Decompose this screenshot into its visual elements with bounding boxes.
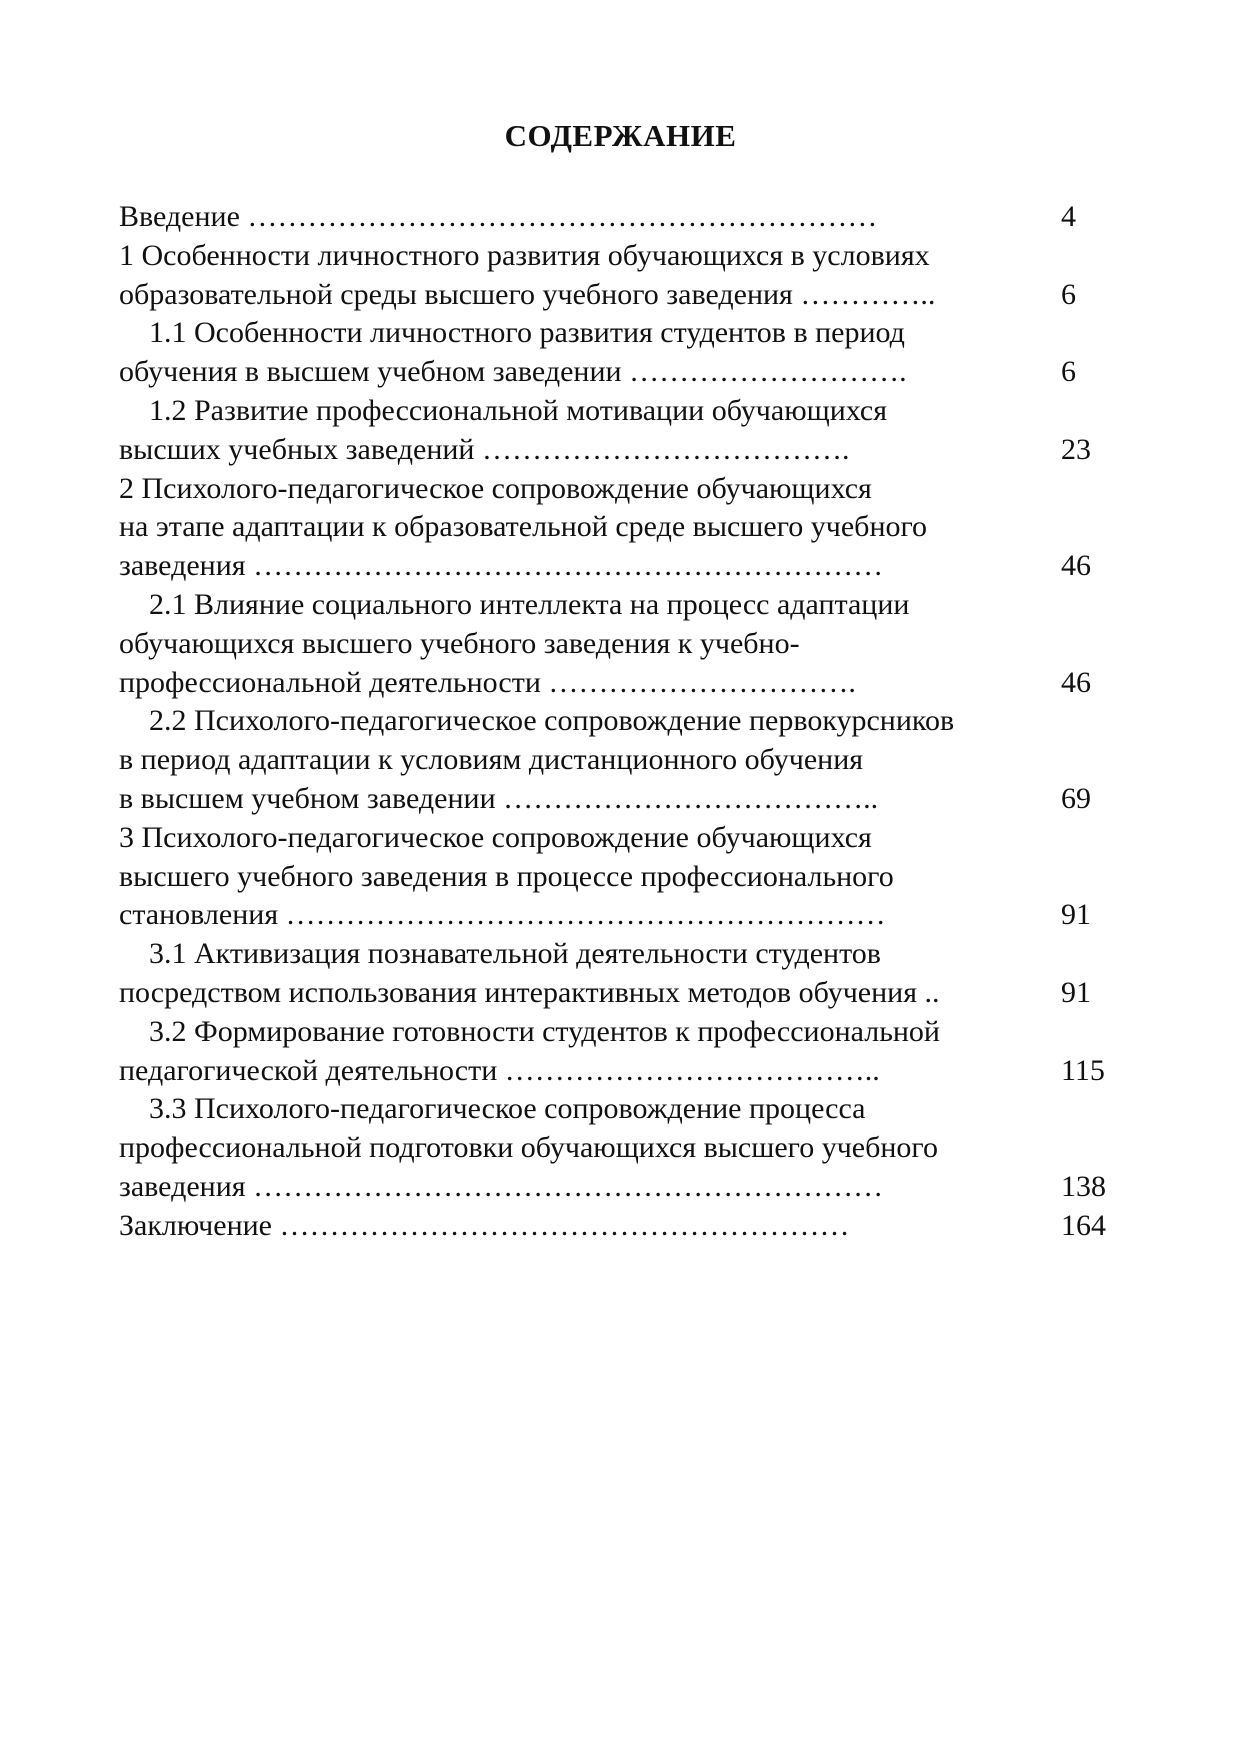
toc-page-number: 69	[1061, 781, 1091, 815]
toc-line-text: высших учебных заведений ……………………………….	[119, 432, 850, 466]
toc-page-number: 4	[1061, 200, 1076, 233]
toc-line	[119, 1052, 1119, 1091]
toc-line-text: высшего учебного заведения в процессе профессионального	[119, 859, 894, 893]
toc-line	[119, 431, 1119, 470]
toc-line	[119, 1168, 1119, 1207]
toc-line	[119, 819, 1119, 858]
toc-line-text: педагогической деятельности ………………………………..	[119, 1053, 880, 1087]
toc-line	[119, 741, 1119, 780]
toc-line	[119, 664, 1119, 703]
toc-line	[119, 1090, 1119, 1129]
toc-page-number: 91	[1061, 898, 1091, 932]
toc-line-text: 3.1 Активизация познавательной деятельности студентов	[149, 937, 881, 971]
toc-line	[119, 392, 1119, 431]
toc-line	[119, 276, 1119, 315]
toc-line	[119, 625, 1119, 664]
toc-line	[119, 858, 1119, 897]
toc-line	[119, 702, 1119, 741]
toc-line	[119, 974, 1119, 1013]
toc-line-text: 3 Психолого-педагогическое сопровождение обучающихся	[119, 820, 872, 854]
toc-line-text: 2 Психолого-педагогическое сопровождение обучающихся	[119, 471, 872, 505]
toc-page-number: 46	[1061, 665, 1091, 699]
toc-line	[119, 896, 1119, 935]
toc-line-text: заведения ………………………………………………………	[119, 549, 884, 583]
toc-entry	[119, 314, 1119, 392]
toc-line	[119, 1129, 1119, 1168]
toc-line-text: становления ……………………………………………………	[119, 898, 886, 932]
toc-line-text: посредством использования интерактивных методов обучения ..	[119, 975, 940, 1009]
toc-entry	[119, 586, 1119, 702]
toc-line	[119, 547, 1119, 586]
toc-entry	[119, 1013, 1119, 1091]
toc-line	[119, 935, 1119, 974]
toc-line	[119, 237, 1119, 276]
toc-page-number: 6	[1061, 277, 1076, 311]
toc-page-number: 115	[1061, 1053, 1105, 1087]
toc-page-number: 138	[1061, 1169, 1106, 1203]
toc-line	[119, 470, 1119, 509]
toc-line-text: 1.2 Развитие профессиональной мотивации обучающихся	[149, 393, 888, 427]
toc-line-text: обучающихся высшего учебного заведения к учебно-	[119, 626, 800, 660]
toc-line-text: 2.2 Психолого-педагогическое сопровождение первокурсников	[149, 704, 955, 738]
toc-line-text: профессиональной подготовки обучающихся высшего учебного	[119, 1131, 938, 1165]
toc-line	[119, 353, 1119, 392]
toc-line-text: профессиональной деятельности ………………………….	[119, 665, 856, 699]
toc-line-text: обучения в высшем учебном заведении ……………………….	[119, 355, 907, 389]
toc-entry	[119, 392, 1119, 470]
toc-line-text: 3.2 Формирование готовности студентов к профессиональной	[149, 1014, 940, 1048]
toc-line-text: 2.1 Влияние социального интеллекта на процесс адаптации	[149, 587, 910, 621]
toc-line	[119, 586, 1119, 625]
toc-entry	[119, 935, 1119, 1013]
toc-page-number: 46	[1061, 549, 1091, 583]
toc-line-text: заведения ………………………………………………………	[119, 1169, 884, 1203]
toc-entry	[119, 237, 1119, 315]
toc-line	[119, 1013, 1119, 1052]
toc-line-text: 1.1 Особенности личностного развития студентов в период	[149, 316, 905, 350]
table-of-contents	[119, 198, 1119, 1246]
toc-entry	[119, 1207, 1119, 1246]
toc-line-text: образовательной среды высшего учебного заведения …………..	[119, 277, 936, 311]
toc-entry	[119, 819, 1119, 935]
toc-line-text: на этапе адаптации к образовательной среде высшего учебного	[119, 510, 928, 544]
toc-line-text: в высшем учебном заведении ………………………………..	[119, 781, 879, 815]
toc-page-number: 23	[1061, 432, 1091, 466]
toc-page-number: 6	[1061, 355, 1076, 389]
toc-page-number: 91	[1061, 975, 1091, 1009]
toc-line	[119, 780, 1119, 819]
toc-line-text: 1 Особенности личностного развития обучающихся в условиях	[119, 238, 930, 272]
toc-line	[119, 198, 1119, 237]
toc-line	[119, 314, 1119, 353]
toc-line-text: в период адаптации к условиям дистанционного обучения	[119, 743, 864, 777]
toc-entry	[119, 1090, 1119, 1206]
toc-entry	[119, 198, 1119, 237]
toc-entry	[119, 702, 1119, 818]
toc-line-text: Введение ………………………………………………………	[119, 200, 878, 233]
toc-line	[119, 508, 1119, 547]
page-title: СОДЕРЖАНИЕ	[504, 118, 737, 153]
toc-line-text: Заключение …………………………………………………	[119, 1208, 850, 1242]
toc-page-number: 164	[1061, 1208, 1106, 1242]
toc-line	[119, 1207, 1119, 1246]
toc-entry	[119, 470, 1119, 586]
toc-line-text: 3.3 Психолого-педагогическое сопровождение процесса	[149, 1092, 866, 1126]
